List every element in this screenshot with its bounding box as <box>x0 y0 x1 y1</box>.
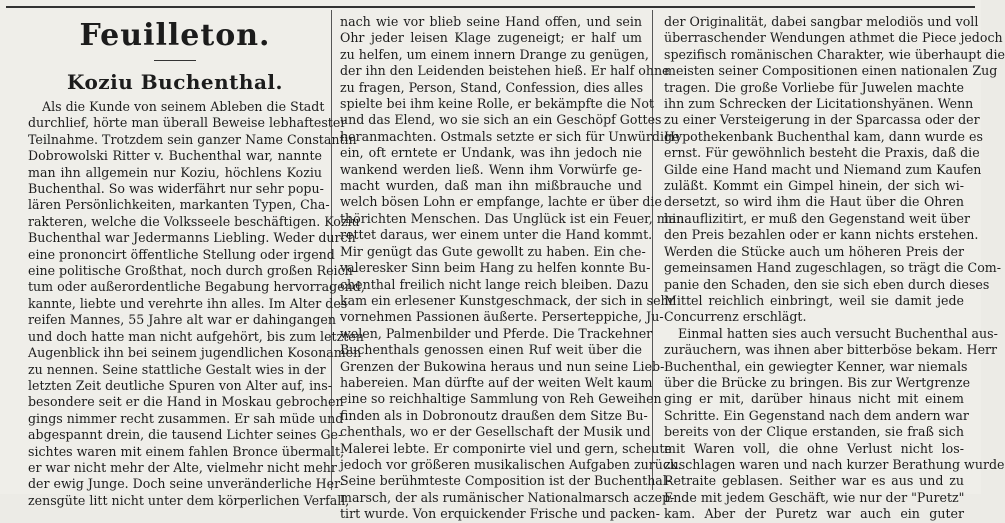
text-line: eine so reichhaltige Sammlung von Reh Geweihen <box>340 391 662 407</box>
text-line: gemeinsamen Hand zugeschlagen, so trägt die Com- <box>664 260 1001 276</box>
text-line: hinauflizitirt, er muß den Gegenstand weit über <box>664 210 971 226</box>
text-line: rakteren, welche die Volksseele beschäftigen. Koziu <box>28 213 360 229</box>
text-line: heranmachten. Ostmals setzte er sich für Unwürdige <box>340 128 680 144</box>
text-line: rettet daraus, wer einem unter die Hand kommt. <box>340 227 653 243</box>
text-line: welch bösen Lohn er empfange, lachte er über die <box>340 194 662 210</box>
text-line: ein, oft erntete er Undank, was ihn jedoch nie <box>340 145 642 161</box>
text-line: vornehmen Passionen äußerte. Perserteppiche, Ju- <box>340 309 664 325</box>
text-line: finden als in Dobronoutz draußen dem Sitze Bu- <box>340 407 648 423</box>
text-column-2 <box>340 14 685 522</box>
text-line: besondere seit er die Hand in Moskau gebrochen <box>28 394 344 410</box>
section-title: Feuilleton. <box>79 18 271 53</box>
title-separator <box>154 60 196 61</box>
text-line: zu helfen, um einem innern Drange zu genügen, <box>340 46 649 62</box>
text-line: tragen. Die große Vorliebe für Juwelen machte <box>664 79 964 95</box>
text-line: marsch, der als rumänischer Nationalmarsch aczep- <box>340 489 675 505</box>
text-line: zu einer Versteigerung in der Sparcassa oder der <box>664 112 980 128</box>
text-line: bereits von der Clique erstanden, sie fraß sich <box>664 424 964 440</box>
text-line: Dobrowolski Ritter v. Buchenthal war, nannte <box>28 148 322 164</box>
text-line: chenthals, wo er der Gesellschaft der Musik und <box>340 424 651 440</box>
column-body <box>664 14 1005 523</box>
column-divider <box>652 10 653 490</box>
text-line: mit Waren voll, die ohne Verlust nicht los- <box>664 440 964 456</box>
text-line: Grenzen der Bukowina heraus und nun seine Lieb- <box>340 358 665 374</box>
text-line: Ohr jeder leisen Klage zugeneigt; er half um <box>340 30 642 46</box>
text-line: Einmal hatten sies auch versucht Buchenthal aus- <box>678 325 998 341</box>
text-line: ging er mit, darüber hinaus nicht mit einem <box>664 391 964 407</box>
text-line: spezifisch romänischen Charakter, wie überhaupt die <box>664 46 1005 62</box>
text-line: Mir genügt das Gute gewollt zu haben. Ein che- <box>340 243 646 259</box>
article-title: Koziu Buchenthal. <box>67 70 283 94</box>
text-column-3 <box>664 14 1005 522</box>
text-line: man ihn allgemein nur Koziu, höchlens Koziu <box>28 164 322 180</box>
text-line: Buchenthal. So was widerfährt nur sehr popu- <box>28 181 324 197</box>
text-line: nach wie vor blieb seine Hand offen, und sein <box>340 14 642 29</box>
text-line: jedoch vor größeren musikalischen Aufgaben zurück. <box>340 456 682 472</box>
text-line: zu fragen, Person, Stand, Confession, dies alles <box>340 79 644 95</box>
text-line: welen, Palmenbilder und Pferde. Die Trackehner <box>340 325 653 341</box>
text-line: dersetzt, so wird ihm die Haut über die Ohren <box>664 194 964 210</box>
text-line: zu nennen. Seine stattliche Gestalt wies in der <box>28 361 326 377</box>
text-line: Buchenthals genossen einen Ruf weit über die <box>340 342 642 358</box>
text-line: Malerei lebte. Er componirte viel und gern, scheute <box>340 440 672 456</box>
text-line: ihn zum Schrecken der Licitationshyänen. Wenn <box>664 96 974 112</box>
text-line: zuschlagen waren und nach kurzer Berathung wurde <box>664 456 1005 472</box>
text-line: Als die Kunde von seinem Ableben die Stadt <box>42 99 325 114</box>
text-line: Mittel reichlich einbringt, weil sie damit jede <box>664 292 964 308</box>
text-line: abgespannt drein, die tausend Lichter seines Ge- <box>28 427 343 443</box>
text-line: chenthal freilich nicht lange reich bleiben. Dazu <box>340 276 649 292</box>
text-line: Ende mit jedem Geschäft, wie nur der "Puretz" <box>664 489 965 505</box>
text-line: thörichten Menschen. Das Unglück ist ein Feuer, man <box>340 210 685 226</box>
text-line: letzten Zeit deutliche Spuren von Alter auf, ins- <box>28 377 333 393</box>
text-line: sichtes waren mit einem fahlen Bronce übermalt, <box>28 443 345 459</box>
text-line: und doch hatte man nicht aufgehört, bis zum letzten <box>28 328 364 344</box>
text-line: Buchenthal war Jedermanns Liebling. Weder durch <box>28 230 356 246</box>
text-line: Schritte. Ein Gegenstand nach dem andern war <box>664 407 969 423</box>
text-line: zensgüte litt nicht unter dem körperlichen Verfall, <box>28 492 350 508</box>
text-line: Buchenthal, ein gewiegter Kenner, war niemals <box>664 358 968 374</box>
text-line: Augenblick ihn bei seinem jugendlichen Kosonamen <box>28 345 362 361</box>
text-line: über die Brücke zu bringen. Bis zur Wertgrenze <box>664 374 971 390</box>
text-line: kam. Aber der Puretz war auch ein guter <box>664 506 964 522</box>
column-body <box>340 14 685 523</box>
text-line: Werden die Stücke auch um höheren Preis der <box>664 243 964 259</box>
text-line: er war nicht mehr der Alte, vielmehr nicht mehr <box>28 459 337 475</box>
column-body <box>28 99 365 509</box>
text-line: Teilnahme. Trotzdem sein ganzer Name Constantin <box>28 131 357 147</box>
text-line: Retraite geblasen. Seither war es aus und zu <box>664 473 964 489</box>
text-line: überraschender Wendungen athmet die Piece jedoch <box>664 30 1003 46</box>
text-line: ernst. Für gewöhnlich besteht die Praxis, daß die <box>664 145 980 161</box>
text-line: der Originalität, dabei sangbar melodiös und voll <box>664 14 979 29</box>
text-line: der ewig Junge. Doch seine unveränderliche Her- <box>28 476 345 492</box>
text-line: habereien. Man dürfte auf der weiten Welt kaum <box>340 374 653 390</box>
text-line: tirt wurde. Von erquickender Frische und packen- <box>340 506 660 522</box>
text-line: zuräuchern, was ihnen aber bitterböse bekam. Herr <box>664 342 998 358</box>
text-line: tum oder außerordentliche Begabung hervorragend, <box>28 279 365 295</box>
text-line: Hypothekenbank Buchenthal kam, dann wurde es <box>664 128 983 144</box>
text-line: Seine berühmteste Composition ist der Buchenthal- <box>340 473 672 489</box>
text-line: Gilde eine Hand macht und Niemand zum Kaufen <box>664 161 982 177</box>
text-line: wankend werden ließ. Wenn ihm Vorwürfe ge- <box>340 161 642 177</box>
top-rule <box>6 6 975 8</box>
text-line: zuläßt. Kommt ein Gimpel hinein, der sich wi- <box>664 178 964 194</box>
text-line: kannte, liebte und verehrte ihn alles. Im Alter des <box>28 295 348 311</box>
text-line: eine politische Großthat, noch durch großen Reich- <box>28 263 357 279</box>
text-line: macht wurden, daß man ihn mißbrauche und <box>340 178 642 194</box>
text-line: reifen Mannes, 55 Jahre alt war er dahingangen <box>28 312 336 328</box>
text-line: den Preis bezahlen oder er kann nichts erstehen. <box>664 227 979 243</box>
text-line: lären Persönlichkeiten, markanten Typen, Cha- <box>28 197 330 213</box>
text-line: valeresker Sinn beim Hang zu helfen konnte Bu- <box>340 260 651 276</box>
text-line: spielte bei ihm keine Rolle, er bekämpfte die Not <box>340 96 654 112</box>
text-line: gings nimmer recht zusammen. Er sah müde und <box>28 410 344 426</box>
text-line: meisten seiner Compositionen einen nationalen Zug <box>664 63 998 79</box>
text-line: panie den Schaden, den sie sich eben durch dieses <box>664 276 990 292</box>
text-line: kam ein erlesener Kunstgeschmack, der sich in sehr <box>340 292 675 308</box>
text-line: und das Elend, wo sie sich an ein Geschöpf Gottes <box>340 112 662 128</box>
text-column-1 <box>28 14 365 508</box>
text-line: Concurrenz erschlägt. <box>664 309 807 325</box>
text-line: eine prononcirt öffentliche Stellung oder irgend <box>28 246 335 262</box>
text-line: durchlief, hörte man überall Beweise lebhaftester <box>28 115 347 131</box>
text-line: der ihn den Leidenden beistehen hieß. Er half ohne <box>340 63 670 79</box>
